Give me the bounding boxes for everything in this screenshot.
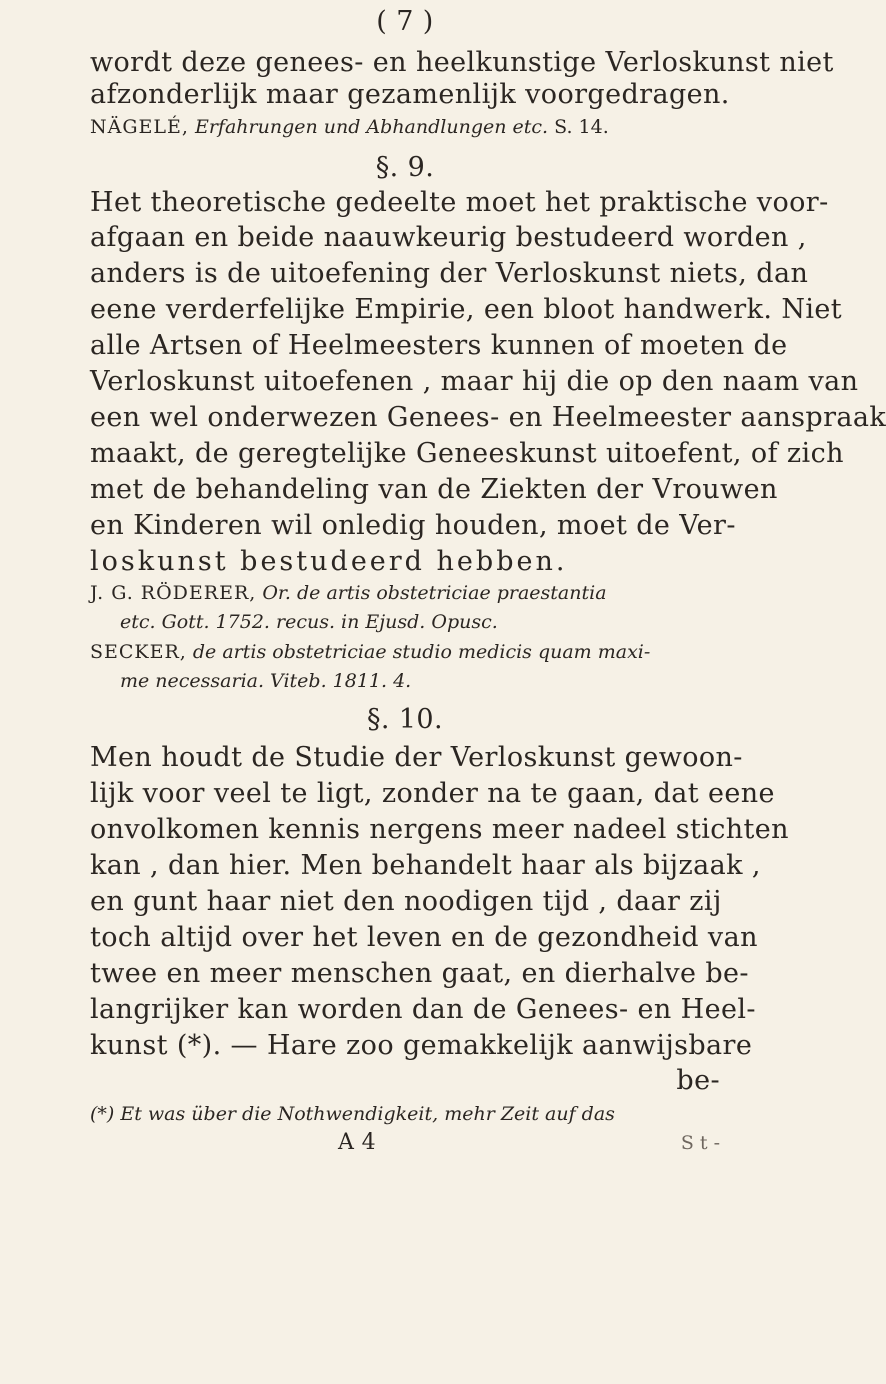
reference-author: NÄGELÉ, xyxy=(90,116,189,138)
reference-continuation: me necessaria. Viteb. 1811. 4. xyxy=(120,670,412,692)
reference-author: J. G. RÖDERER, xyxy=(90,582,257,604)
text-line: kan , dan hier. Men behandelt haar als bijzaak , xyxy=(90,850,761,881)
section-heading: §. 9. xyxy=(375,152,435,183)
text-line: Het theoretische gedeelte moet het praktische voor- xyxy=(90,187,829,218)
text-line: alle Artsen of Heelmeesters kunnen of moeten de xyxy=(90,330,788,361)
text-line: en Kinderen wil onledig houden, moet de Ver- xyxy=(90,510,736,541)
text-line: afgaan en beide naauwkeurig bestudeerd worden , xyxy=(90,222,807,253)
reference-title: de artis obstetriciae studio medicis quam maxi- xyxy=(192,641,651,663)
text-line: en gunt haar niet den noodigen tijd , daar zij xyxy=(90,886,722,917)
text-line: be- xyxy=(676,1065,720,1096)
reference-naegele xyxy=(90,118,720,137)
reference-title: Erfahrungen und Abhandlungen etc. xyxy=(194,116,549,138)
text-line: eene verderfelijke Empirie, een bloot handwerk. Niet xyxy=(90,294,843,325)
text-line: onvolkomen kennis nergens meer nadeel stichten xyxy=(90,814,789,845)
section-heading: §. 10. xyxy=(366,704,443,735)
text-line: anders is de uitoefening der Verloskunst niets, dan xyxy=(90,258,809,289)
text-line: afzonderlijk maar gezamenlijk voorgedragen. xyxy=(90,79,730,110)
text-line: toch altijd over het leven en de gezondheid van xyxy=(90,922,758,953)
reference-secker xyxy=(90,643,720,662)
reference-page: S. 14. xyxy=(554,116,609,138)
reference-continuation: etc. Gott. 1752. recus. in Ejusd. Opusc. xyxy=(120,611,498,633)
text-line: lijk voor veel te ligt, zonder na te gaan, dat eene xyxy=(90,778,775,809)
reference-roederer xyxy=(90,584,720,603)
reference-author: SECKER, xyxy=(90,641,187,663)
catchword: S t - xyxy=(680,1132,720,1154)
text-line: met de behandeling van de Ziekten der Vrouwen xyxy=(90,474,778,505)
text-line: een wel onderwezen Genees- en Heelmeester aanspraak xyxy=(90,402,886,433)
reference-title: Or. de artis obstetriciae praestantia xyxy=(262,582,607,604)
text-line: maakt, de geregtelijke Geneeskunst uitoefent, of zich xyxy=(90,438,844,469)
page-number: ( 7 ) xyxy=(376,6,434,37)
text-line: Verloskunst uitoefenen , maar hij die op den naam van xyxy=(90,366,859,397)
text-line: twee en meer menschen gaat, en dierhalve be- xyxy=(90,958,749,989)
text-line: langrijker kan worden dan de Genees- en Heel- xyxy=(90,994,756,1025)
text-line: wordt deze genees- en heelkunstige Verloskunst niet xyxy=(90,47,834,78)
text-line: loskunst bestudeerd hebben. xyxy=(90,546,568,577)
signature-mark: A 4 xyxy=(338,1130,377,1155)
text-line: Men houdt de Studie der Verloskunst gewoon- xyxy=(90,742,743,773)
footnote: (*) Et was über die Nothwendigkeit, mehr Zeit auf das xyxy=(90,1103,615,1125)
text-line: kunst (*). — Hare zoo gemakkelijk aanwijsbare xyxy=(90,1030,753,1061)
